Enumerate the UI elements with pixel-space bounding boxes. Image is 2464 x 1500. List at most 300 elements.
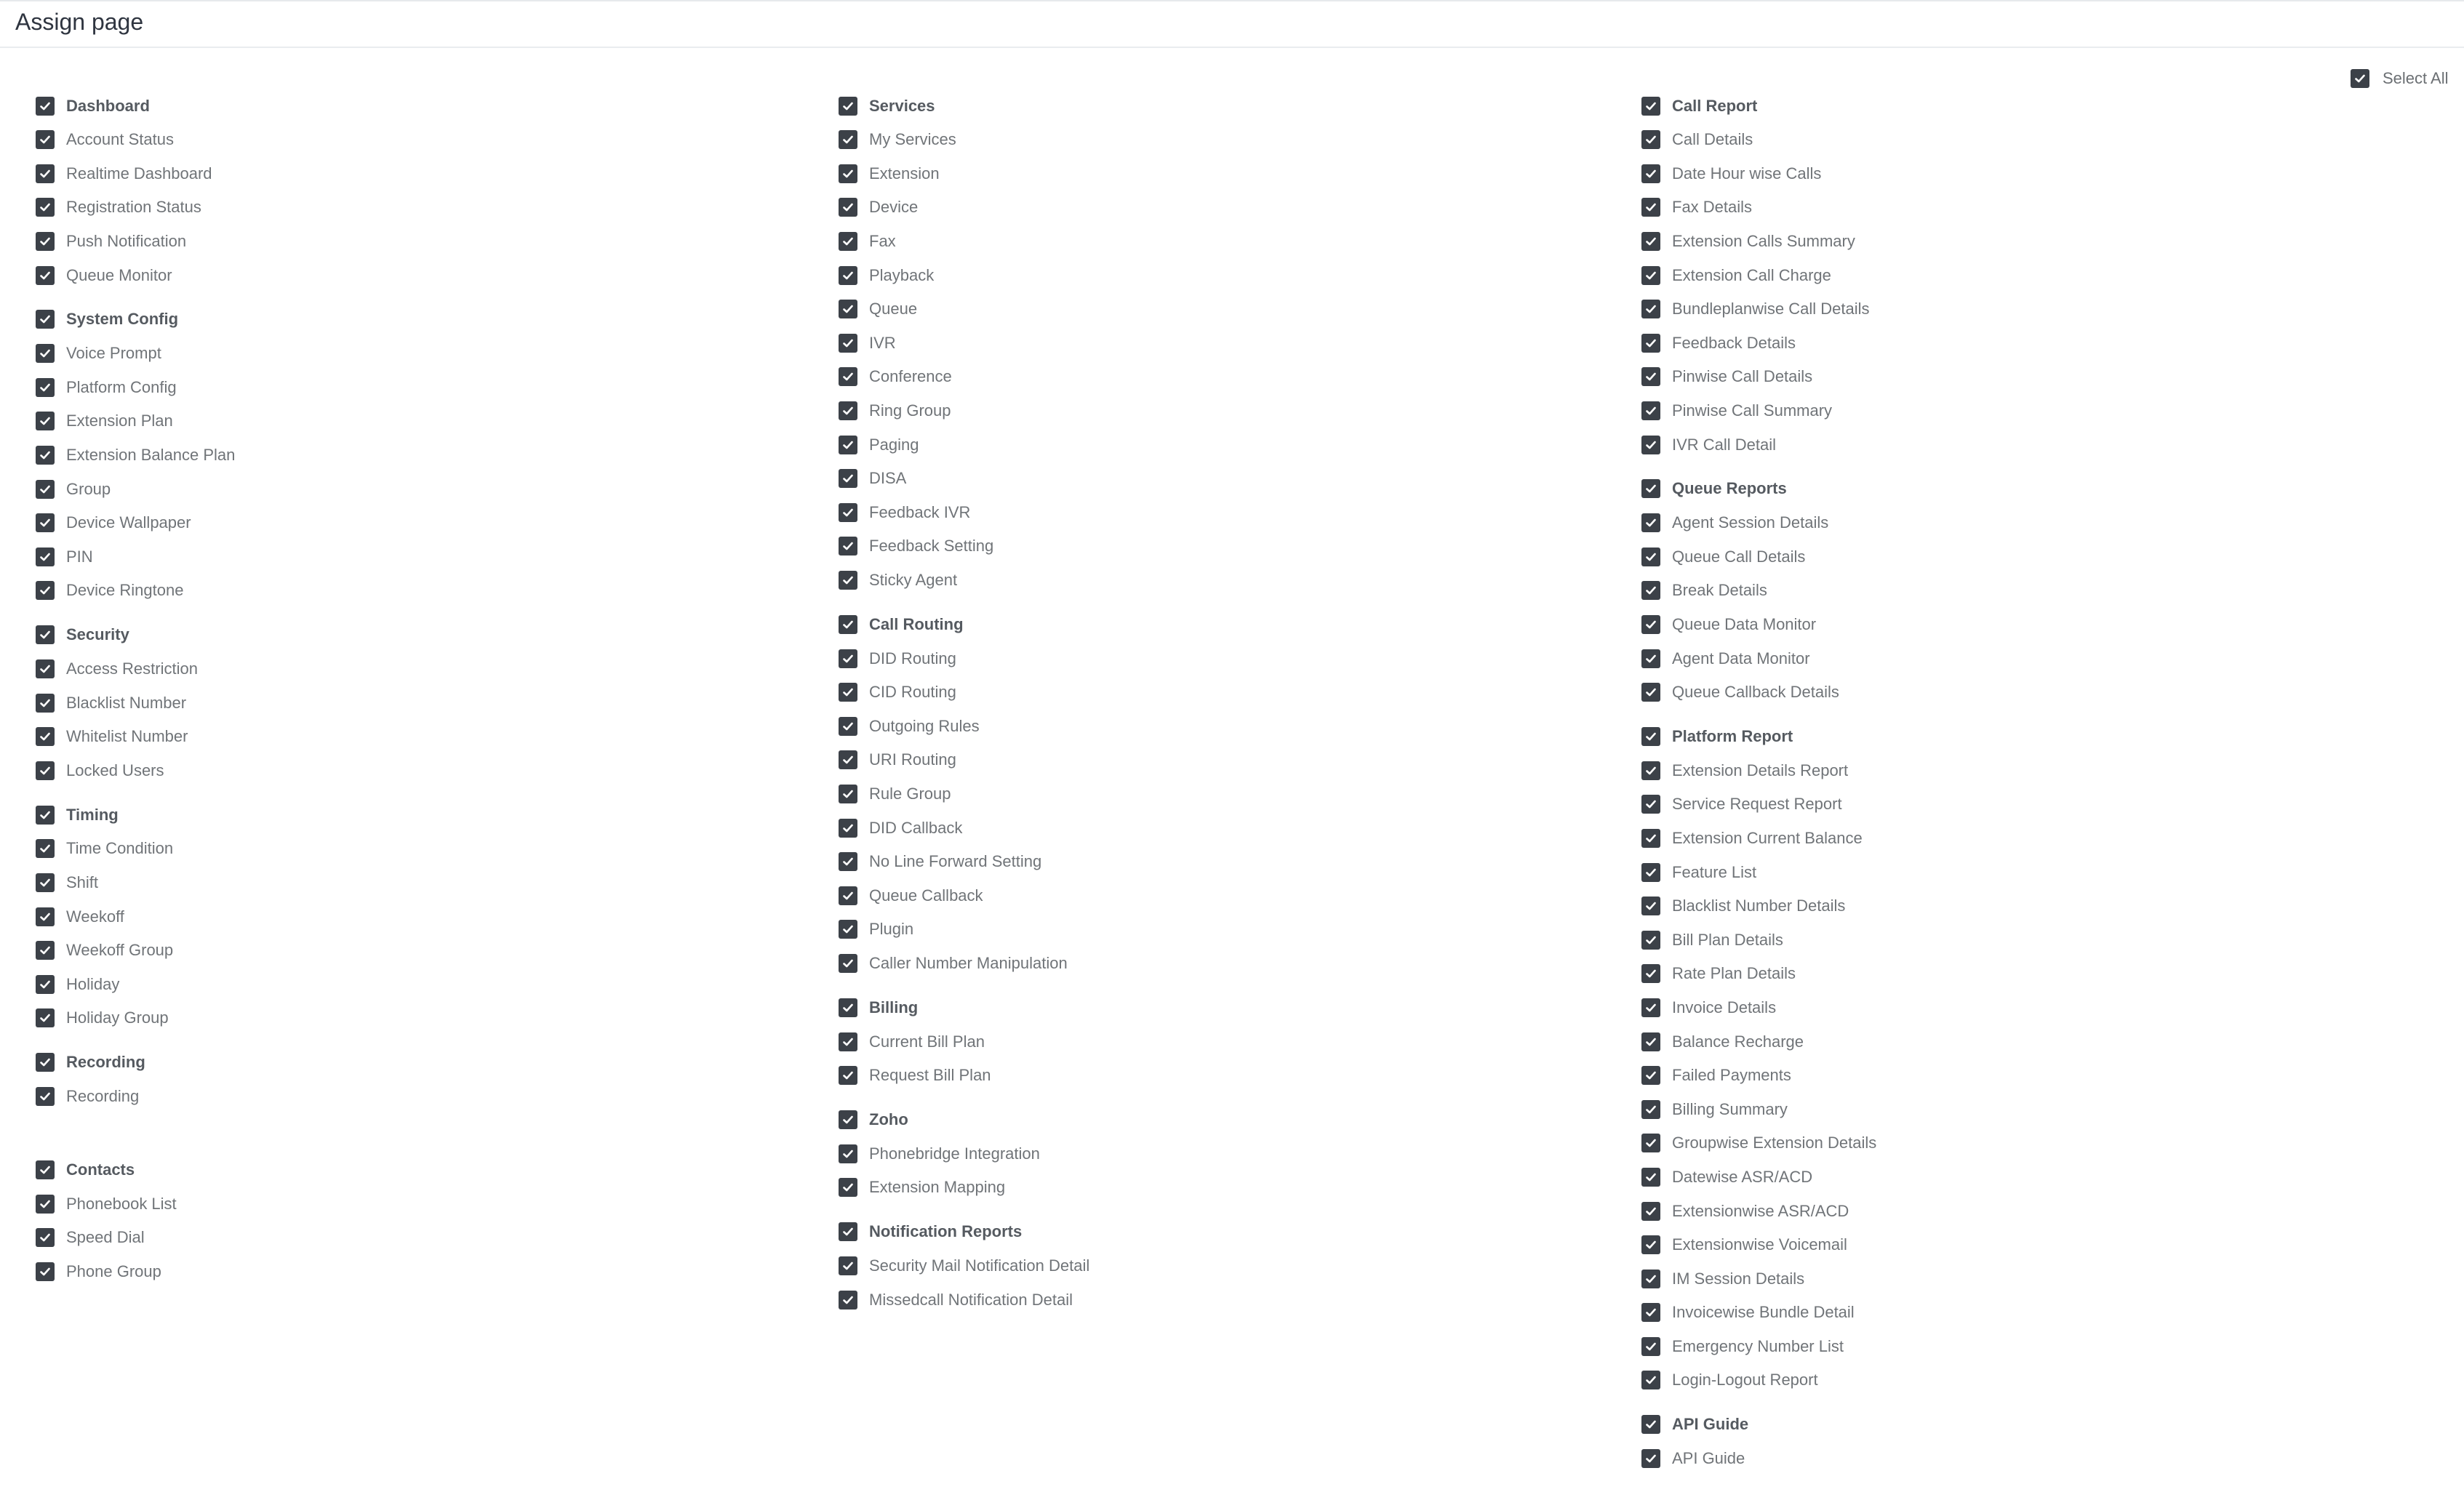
group-label: Security — [66, 625, 129, 644]
page-checkbox-disa[interactable] — [839, 462, 1089, 496]
page-checkbox-time-condition[interactable] — [36, 832, 235, 866]
check-icon[interactable] — [839, 1256, 857, 1275]
page-checkbox-extension-balance-plan[interactable] — [36, 438, 235, 473]
check-icon[interactable] — [1641, 897, 1660, 915]
page-checkbox-plugin[interactable] — [839, 913, 1089, 947]
page-label: Agent Data Monitor — [1672, 649, 1810, 667]
group-checkbox-call-report[interactable] — [1641, 89, 1876, 123]
page-label: Holiday — [66, 974, 120, 993]
group-checkbox-timing[interactable] — [36, 798, 235, 832]
page-label: Security Mail Notification Detail — [869, 1256, 1090, 1275]
check-icon[interactable] — [1641, 931, 1660, 950]
check-icon[interactable] — [36, 941, 55, 960]
group-checkbox-call-routing[interactable] — [839, 607, 1089, 641]
page-checkbox-queue-monitor[interactable] — [36, 258, 235, 292]
page-checkbox-speed-dial[interactable] — [36, 1221, 235, 1255]
page-label: Extension Mapping — [869, 1178, 1006, 1197]
check-icon[interactable] — [36, 975, 55, 994]
group-label: Platform Report — [1672, 727, 1793, 745]
page-checkbox-agent-session-details[interactable] — [1641, 506, 1876, 540]
page-checkbox-push-notification[interactable] — [36, 225, 235, 259]
page-checkbox-security-mail-notification-detail[interactable] — [839, 1249, 1089, 1283]
page-checkbox-phonebook-list[interactable] — [36, 1187, 235, 1221]
page-checkbox-datewise-asr-acd[interactable] — [1641, 1160, 1876, 1195]
page-checkbox-extension-plan[interactable] — [36, 404, 235, 438]
page-checkbox-extensionwise-voicemail[interactable] — [1641, 1228, 1876, 1262]
page-label: Date Hour wise Calls — [1672, 164, 1822, 183]
page-label: Billing Summary — [1672, 1099, 1788, 1118]
check-icon[interactable] — [1641, 1303, 1660, 1322]
page-checkbox-cid-routing[interactable] — [839, 675, 1089, 710]
page-label: Access Restriction — [66, 659, 198, 678]
page-label: Extension Balance Plan — [66, 446, 236, 465]
check-icon[interactable] — [839, 232, 857, 251]
page-checkbox-queue-call-details[interactable] — [1641, 540, 1876, 574]
check-icon[interactable] — [839, 571, 857, 590]
page-label: Blacklist Number — [66, 693, 187, 712]
check-icon[interactable] — [36, 839, 55, 858]
select-all-checkbox[interactable] — [2351, 69, 2449, 88]
page-checkbox-balance-recharge[interactable] — [1641, 1024, 1876, 1059]
check-icon[interactable] — [36, 761, 55, 780]
check-icon[interactable] — [36, 378, 55, 397]
page-header — [0, 1, 2464, 48]
check-icon[interactable] — [1641, 795, 1660, 814]
page-label: Invoicewise Bundle Detail — [1672, 1303, 1855, 1322]
page-checkbox-invoicewise-bundle-detail[interactable] — [1641, 1296, 1876, 1330]
check-icon[interactable] — [839, 503, 857, 522]
page-label: Speed Dial — [66, 1228, 145, 1247]
check-icon[interactable] — [1641, 479, 1660, 498]
group-checkbox-dashboard[interactable] — [36, 89, 235, 123]
page-label: Extension Call Charge — [1672, 265, 1831, 284]
page-label: Feature List — [1672, 862, 1757, 881]
page-label: Ring Group — [869, 401, 951, 420]
group-label: Dashboard — [66, 96, 150, 115]
page-checkbox-extensionwise-asr-acd[interactable] — [1641, 1194, 1876, 1228]
page-checkbox-extension[interactable] — [839, 157, 1089, 191]
page-label: Pinwise Call Details — [1672, 367, 1813, 386]
page-checkbox-pinwise-call-details[interactable] — [1641, 360, 1876, 394]
page-label: IVR — [869, 333, 896, 352]
page-checkbox-agent-data-monitor[interactable] — [1641, 641, 1876, 675]
page-label: Playback — [869, 265, 935, 284]
page-label: DID Callback — [869, 818, 963, 837]
check-icon[interactable] — [1641, 761, 1660, 780]
check-icon[interactable] — [36, 310, 55, 329]
check-icon[interactable] — [839, 1144, 857, 1163]
page-checkbox-login-logout-report[interactable] — [1641, 1363, 1876, 1397]
page-checkbox-holiday[interactable] — [36, 967, 235, 1001]
check-icon[interactable] — [1641, 649, 1660, 668]
page-label: Account Status — [66, 130, 174, 149]
page-label: Fax Details — [1672, 198, 1753, 217]
check-icon[interactable] — [839, 750, 857, 769]
page-label: IM Session Details — [1672, 1269, 1805, 1288]
page-checkbox-queue-callback-details[interactable] — [1641, 675, 1876, 710]
page-checkbox-feedback-setting[interactable] — [839, 529, 1089, 563]
group-label: Call Routing — [869, 614, 964, 633]
page-checkbox-groupwise-extension-details[interactable] — [1641, 1126, 1876, 1160]
check-icon[interactable] — [1641, 130, 1660, 149]
page-checkbox-blacklist-number[interactable] — [36, 686, 235, 720]
page-label: Missedcall Notification Detail — [869, 1290, 1073, 1309]
check-icon[interactable] — [839, 683, 857, 702]
page-checkbox-sticky-agent[interactable] — [839, 563, 1089, 598]
page-checkbox-queue-data-monitor[interactable] — [1641, 608, 1876, 642]
group-checkbox-system-config[interactable] — [36, 302, 235, 337]
check-icon[interactable] — [839, 97, 857, 116]
check-icon[interactable] — [1641, 1134, 1660, 1152]
page-checkbox-platform-config[interactable] — [36, 371, 235, 405]
check-icon[interactable] — [839, 1110, 857, 1129]
page-label: Whitelist Number — [66, 727, 188, 746]
page-label: Pinwise Call Summary — [1672, 401, 1833, 420]
check-icon[interactable] — [36, 97, 55, 116]
group-label: Call Report — [1672, 96, 1758, 115]
page-checkbox-fax[interactable] — [839, 225, 1089, 259]
page-checkbox-ivr-call-detail[interactable] — [1641, 428, 1876, 462]
page-checkbox-pin[interactable] — [36, 540, 235, 574]
page-checkbox-current-bill-plan[interactable] — [839, 1024, 1089, 1059]
check-icon[interactable] — [1641, 1337, 1660, 1356]
check-icon[interactable] — [36, 1008, 55, 1027]
page-checkbox-rate-plan-details[interactable] — [1641, 957, 1876, 991]
page-label: Shift — [66, 873, 99, 891]
page-checkbox-ring-group[interactable] — [839, 394, 1089, 428]
check-icon[interactable] — [36, 1087, 55, 1106]
page-checkbox-extension-current-balance[interactable] — [1641, 822, 1876, 856]
group-checkbox-contacts[interactable] — [36, 1152, 235, 1187]
check-icon[interactable] — [839, 164, 857, 183]
check-icon[interactable] — [1641, 1202, 1660, 1221]
check-icon[interactable] — [36, 480, 55, 499]
check-icon[interactable] — [839, 469, 857, 488]
check-icon[interactable] — [1641, 615, 1660, 634]
check-icon[interactable] — [36, 806, 55, 825]
page-label: Agent Session Details — [1672, 513, 1829, 532]
page-checkbox-device[interactable] — [839, 190, 1089, 225]
page-label: Registration Status — [66, 198, 201, 217]
check-icon[interactable] — [1641, 1270, 1660, 1288]
page-checkbox-extension-calls-summary[interactable] — [1641, 225, 1876, 259]
page-checkbox-registration-status[interactable] — [36, 190, 235, 225]
check-icon[interactable] — [36, 694, 55, 713]
check-icon[interactable] — [1641, 863, 1660, 882]
check-icon[interactable] — [839, 886, 857, 905]
page-checkbox-paging[interactable] — [839, 428, 1089, 462]
page-label: URI Routing — [869, 750, 956, 769]
page-checkbox-phone-group[interactable] — [36, 1254, 235, 1288]
check-icon[interactable] — [1641, 334, 1660, 353]
page-label: Device — [869, 198, 919, 217]
page-label: Device Ringtone — [66, 581, 184, 600]
check-icon[interactable] — [839, 1066, 857, 1085]
page-title: Assign page — [15, 9, 144, 35]
page-checkbox-extension-call-charge[interactable] — [1641, 258, 1876, 292]
group-label: Recording — [66, 1053, 145, 1072]
page-label: Invoice Details — [1672, 998, 1777, 1016]
page-checkbox-playback[interactable] — [839, 258, 1089, 292]
check-icon[interactable] — [839, 537, 857, 556]
check-icon[interactable] — [1641, 1235, 1660, 1254]
check-icon[interactable] — [2351, 69, 2369, 88]
page-checkbox-pinwise-call-summary[interactable] — [1641, 394, 1876, 428]
page-checkbox-queue[interactable] — [839, 292, 1089, 326]
page-checkbox-uri-routing[interactable] — [839, 743, 1089, 777]
group-checkbox-recording[interactable] — [36, 1046, 235, 1080]
page-checkbox-phonebridge-integration[interactable] — [839, 1136, 1089, 1171]
check-icon[interactable] — [1641, 829, 1660, 848]
page-checkbox-feature-list[interactable] — [1641, 855, 1876, 889]
check-icon[interactable] — [36, 1195, 55, 1214]
check-icon[interactable] — [1641, 266, 1660, 285]
page-label: Feedback IVR — [869, 502, 971, 521]
page-label: Time Condition — [66, 839, 174, 858]
check-icon[interactable] — [36, 1160, 55, 1179]
check-icon[interactable] — [839, 1178, 857, 1197]
group-checkbox-queue-reports[interactable] — [1641, 472, 1876, 506]
check-icon[interactable] — [839, 649, 857, 668]
check-icon[interactable] — [839, 334, 857, 353]
check-icon[interactable] — [36, 198, 55, 217]
group-checkbox-platform-report[interactable] — [1641, 720, 1876, 754]
page-checkbox-blacklist-number-details[interactable] — [1641, 889, 1876, 923]
page-checkbox-ivr[interactable] — [839, 326, 1089, 361]
page-label: Phonebook List — [66, 1194, 177, 1213]
page-checkbox-weekoff-group[interactable] — [36, 934, 235, 968]
check-icon[interactable] — [839, 198, 857, 217]
group-checkbox-services[interactable] — [839, 89, 1089, 123]
check-icon[interactable] — [1641, 998, 1660, 1017]
page-checkbox-request-bill-plan[interactable] — [839, 1059, 1089, 1093]
check-icon[interactable] — [1641, 1415, 1660, 1434]
page-label: Extension Details Report — [1672, 761, 1849, 779]
check-icon[interactable] — [839, 998, 857, 1017]
check-icon[interactable] — [36, 625, 55, 644]
page-label: Conference — [869, 367, 952, 386]
check-icon[interactable] — [1641, 683, 1660, 702]
group-checkbox-zoho[interactable] — [839, 1102, 1089, 1136]
page-label: Queue Callback Details — [1672, 683, 1839, 702]
page-checkbox-im-session-details[interactable] — [1641, 1262, 1876, 1296]
page-checkbox-shift[interactable] — [36, 866, 235, 900]
page-checkbox-my-services[interactable] — [839, 123, 1089, 157]
page-label: Weekoff — [66, 907, 124, 926]
page-label: Paging — [869, 435, 919, 454]
check-icon[interactable] — [1641, 1032, 1660, 1051]
page-checkbox-api-guide[interactable] — [1641, 1442, 1876, 1476]
check-icon[interactable] — [839, 367, 857, 386]
page-checkbox-group[interactable] — [36, 472, 235, 506]
check-icon[interactable] — [1641, 513, 1660, 532]
page-label: Fax — [869, 232, 896, 251]
check-icon[interactable] — [36, 907, 55, 926]
page-checkbox-voice-prompt[interactable] — [36, 337, 235, 371]
check-icon[interactable] — [839, 300, 857, 318]
check-icon[interactable] — [1641, 1168, 1660, 1187]
check-icon[interactable] — [1641, 1449, 1660, 1468]
check-icon[interactable] — [36, 1053, 55, 1072]
check-icon[interactable] — [839, 1032, 857, 1051]
group-checkbox-api-guide[interactable] — [1641, 1408, 1876, 1442]
check-icon[interactable] — [1641, 581, 1660, 600]
check-icon[interactable] — [1641, 300, 1660, 318]
page-checkbox-feedback-details[interactable] — [1641, 326, 1876, 361]
page-checkbox-did-callback[interactable] — [839, 811, 1089, 845]
page-label: Realtime Dashboard — [66, 164, 212, 183]
check-icon[interactable] — [36, 130, 55, 149]
group-checkbox-notification-reports[interactable] — [839, 1215, 1089, 1249]
page-label: Sticky Agent — [869, 571, 958, 590]
page-checkbox-feedback-ivr[interactable] — [839, 496, 1089, 530]
check-icon[interactable] — [36, 1228, 55, 1247]
group-label: Services — [869, 96, 935, 115]
check-icon[interactable] — [36, 659, 55, 678]
page-checkbox-realtime-dashboard[interactable] — [36, 157, 235, 191]
page-label: Phone Group — [66, 1262, 161, 1280]
check-icon[interactable] — [1641, 1066, 1660, 1085]
page-checkbox-extension-details-report[interactable] — [1641, 754, 1876, 788]
page-checkbox-failed-payments[interactable] — [1641, 1059, 1876, 1093]
check-icon[interactable] — [839, 785, 857, 803]
check-icon[interactable] — [839, 717, 857, 736]
page-checkbox-service-request-report[interactable] — [1641, 787, 1876, 822]
page-label: Recording — [66, 1086, 140, 1105]
page-checkbox-holiday-group[interactable] — [36, 1001, 235, 1035]
check-icon[interactable] — [36, 727, 55, 746]
check-icon[interactable] — [36, 873, 55, 892]
page-checkbox-outgoing-rules[interactable] — [839, 710, 1089, 744]
check-icon[interactable] — [1641, 1100, 1660, 1119]
page-checkbox-rule-group[interactable] — [839, 777, 1089, 811]
page-checkbox-missedcall-notification-detail[interactable] — [839, 1283, 1089, 1317]
check-icon[interactable] — [1641, 97, 1660, 116]
check-icon[interactable] — [839, 401, 857, 420]
page-checkbox-bill-plan-details[interactable] — [1641, 923, 1876, 957]
check-icon[interactable] — [1641, 548, 1660, 566]
check-icon[interactable] — [839, 1222, 857, 1241]
page-label: Datewise ASR/ACD — [1672, 1167, 1813, 1186]
group-checkbox-security[interactable] — [36, 618, 235, 652]
page-label: Rule Group — [869, 784, 951, 803]
page-label: Push Notification — [66, 232, 187, 251]
select-all-label: Select All — [2383, 69, 2449, 87]
page-label: DID Routing — [869, 649, 956, 667]
check-icon[interactable] — [36, 513, 55, 532]
page-label: Emergency Number List — [1672, 1336, 1844, 1355]
check-icon[interactable] — [1641, 232, 1660, 251]
check-icon[interactable] — [1641, 1371, 1660, 1389]
check-icon[interactable] — [1641, 964, 1660, 983]
page-label: Holiday Group — [66, 1008, 169, 1027]
check-icon[interactable] — [36, 412, 55, 430]
page-checkbox-emergency-number-list[interactable] — [1641, 1330, 1876, 1364]
check-icon[interactable] — [839, 1291, 857, 1310]
group-label: Zoho — [869, 1110, 908, 1128]
page-label: Bill Plan Details — [1672, 930, 1783, 949]
check-icon[interactable] — [36, 164, 55, 183]
check-icon[interactable] — [1641, 367, 1660, 386]
page-label: Login-Logout Report — [1672, 1371, 1818, 1389]
check-icon[interactable] — [36, 446, 55, 465]
page-label: Outgoing Rules — [869, 716, 980, 735]
group-label: Timing — [66, 805, 119, 824]
page-checkbox-invoice-details[interactable] — [1641, 991, 1876, 1025]
page-checkbox-weekoff[interactable] — [36, 899, 235, 934]
group-label: Notification Reports — [869, 1222, 1023, 1241]
page-checkbox-break-details[interactable] — [1641, 574, 1876, 608]
page-checkbox-fax-details[interactable] — [1641, 190, 1876, 225]
page-checkbox-device-ringtone[interactable] — [36, 574, 235, 608]
page-checkbox-call-details[interactable] — [1641, 123, 1876, 157]
page-checkbox-did-routing[interactable] — [839, 641, 1089, 675]
page-checkbox-account-status[interactable] — [36, 123, 235, 157]
check-icon[interactable] — [839, 130, 857, 149]
page-checkbox-date-hour-wise-calls[interactable] — [1641, 157, 1876, 191]
page-checkbox-locked-users[interactable] — [36, 754, 235, 788]
page-checkbox-caller-number-manipulation[interactable] — [839, 947, 1089, 981]
page-label: Extension Plan — [66, 412, 173, 430]
page-label: Break Details — [1672, 581, 1767, 600]
page-checkbox-bundleplanwise-call-details[interactable] — [1641, 292, 1876, 326]
page-label: Feedback Details — [1672, 333, 1796, 352]
group-checkbox-billing[interactable] — [839, 990, 1089, 1024]
page-label: PIN — [66, 547, 93, 566]
page-checkbox-no-line-forward-setting[interactable] — [839, 845, 1089, 879]
page-checkbox-billing-summary[interactable] — [1641, 1092, 1876, 1126]
page-label: Voice Prompt — [66, 344, 161, 363]
check-icon[interactable] — [839, 954, 857, 973]
group-label: Contacts — [66, 1160, 135, 1179]
page-label: IVR Call Detail — [1672, 435, 1777, 454]
permission-column-3 — [1641, 89, 1876, 1475]
check-icon[interactable] — [1641, 401, 1660, 420]
group-label: System Config — [66, 310, 179, 329]
check-icon[interactable] — [839, 266, 857, 285]
page-checkbox-whitelist-number[interactable] — [36, 720, 235, 754]
check-icon[interactable] — [36, 266, 55, 285]
check-icon[interactable] — [839, 819, 857, 838]
page-label: Groupwise Extension Details — [1672, 1134, 1877, 1152]
check-icon[interactable] — [36, 232, 55, 251]
check-icon[interactable] — [839, 920, 857, 939]
check-icon[interactable] — [1641, 198, 1660, 217]
page-label: Current Bill Plan — [869, 1032, 985, 1051]
page-label: Weekoff Group — [66, 941, 174, 960]
check-icon[interactable] — [1641, 727, 1660, 746]
page-checkbox-queue-callback[interactable] — [839, 878, 1089, 913]
check-icon[interactable] — [36, 1262, 55, 1281]
page-checkbox-conference[interactable] — [839, 360, 1089, 394]
check-icon[interactable] — [36, 344, 55, 363]
check-icon[interactable] — [1641, 436, 1660, 454]
page-checkbox-device-wallpaper[interactable] — [36, 506, 235, 540]
check-icon[interactable] — [839, 615, 857, 634]
page-checkbox-access-restriction[interactable] — [36, 652, 235, 686]
check-icon[interactable] — [839, 852, 857, 871]
check-icon[interactable] — [36, 548, 55, 566]
check-icon[interactable] — [839, 436, 857, 454]
page-label: Call Details — [1672, 130, 1753, 149]
check-icon[interactable] — [1641, 164, 1660, 183]
page-label: Group — [66, 479, 111, 498]
check-icon[interactable] — [36, 581, 55, 600]
page-label: Caller Number Manipulation — [869, 953, 1068, 972]
page-label: Blacklist Number Details — [1672, 897, 1846, 915]
page-checkbox-recording[interactable] — [36, 1080, 235, 1114]
page-checkbox-extension-mapping[interactable] — [839, 1171, 1089, 1205]
